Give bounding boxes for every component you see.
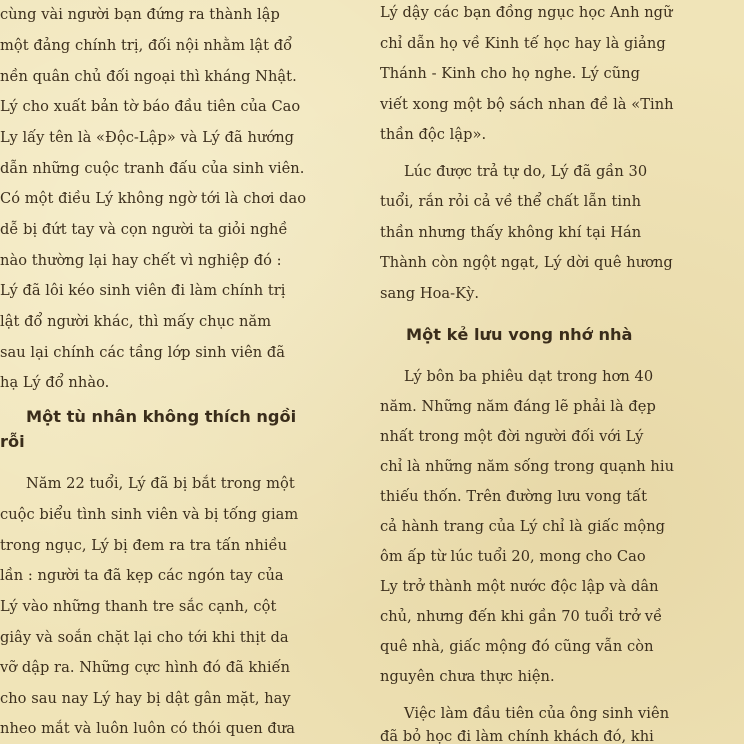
text-line: viết xong một bộ sách nhan đề là «Tinh: [380, 96, 674, 113]
text-line: Lý đã lôi kéo sinh viên đi làm chính trị: [0, 282, 286, 299]
text-line: Lý cho xuất bản tờ báo đầu tiên của Cao: [0, 98, 301, 115]
text-line: ôm ấp từ lúc tuổi 20, mong cho Cao: [380, 548, 646, 565]
text-line: cho sau nay Lý hay bị dật gân mặt, hay: [0, 690, 291, 707]
text-line: Việc làm đầu tiên của ông sinh viên: [404, 705, 670, 722]
text-line: Ly trở thành một nước độc lập và dân: [380, 578, 659, 595]
text-line: Lý dậy các bạn đồng ngục học Anh ngữ: [380, 4, 673, 21]
text-line: cả hành trang của Lý chỉ là giấc mộng: [380, 518, 666, 535]
text-line: sang Hoa-Kỳ.: [380, 285, 480, 302]
text-line: giây và soắn chặt lại cho tới khi thịt da: [0, 629, 289, 646]
text-line: tuổi, rắn rỏi cả về thể chất lẫn tinh: [380, 193, 642, 210]
text-line: Có một điều Lý không ngờ tới là chơi dao: [0, 190, 307, 207]
text-line: nheo mắt và luôn luôn có thói quen đưa: [0, 720, 295, 737]
section-heading: rỗi: [0, 432, 25, 451]
text-line: nền quân chủ đối ngoại thì kháng Nhật.: [0, 68, 297, 85]
text-line: dễ bị đứt tay và cọn người ta giỏi nghề: [0, 221, 288, 238]
text-line: cuộc biểu tình sinh viên và bị tống giam: [0, 506, 299, 523]
text-line: lần : người ta đã kẹp các ngón tay của: [0, 567, 284, 584]
text-line: thần nhưng thấy không khí tại Hán: [380, 224, 642, 241]
text-line: trong ngục, Lý bị đem ra tra tấn nhiều: [0, 537, 288, 554]
text-line: Thành còn ngột ngạt, Lý dời quê hương: [380, 254, 673, 271]
text-line: Lúc được trả tự do, Lý đã gần 30: [404, 163, 648, 180]
section-heading: Một tù nhân không thích ngồi: [26, 407, 297, 426]
text-line: nào thường lại hay chết vì nghiệp đó :: [0, 252, 282, 269]
text-line: đã bỏ học đi làm chính khách đó, khi: [380, 728, 654, 744]
text-line: nhất trong một đời người đối với Lý: [380, 428, 644, 445]
text-line: thiếu thốn. Trên đường lưu vong tất: [380, 488, 648, 505]
text-line: chủ, nhưng đến khi gần 70 tuổi trở về: [380, 608, 663, 625]
text-line: một đảng chính trị, đối nội nhằm lật đổ: [0, 37, 293, 54]
text-line: dẫn những cuộc tranh đấu của sinh viên.: [0, 160, 305, 177]
text-line: nguyên chưa thực hiện.: [380, 668, 555, 685]
text-line: hạ Lý đổ nhào.: [0, 374, 110, 391]
text-line: thần độc lập».: [380, 126, 487, 143]
text-line: quê nhà, giấc mộng đó cũng vẫn còn: [380, 638, 654, 655]
text-line: năm. Những năm đáng lẽ phải là đẹp: [380, 398, 656, 415]
text-line: Năm 22 tuổi, Lý đã bị bắt trong một: [26, 475, 295, 492]
section-heading: Một kẻ lưu vong nhớ nhà: [406, 325, 633, 344]
text-line: chỉ dẫn họ về Kinh tế học hay là giảng: [380, 35, 666, 52]
text-line: vỡ dập ra. Những cực hình đó đã khiến: [0, 659, 291, 676]
text-line: lật đổ người khác, thì mấy chục năm: [0, 313, 272, 330]
text-line: chỉ là những năm sống trong quạnh hiu: [380, 458, 675, 475]
text-line: cùng vài người bạn đứng ra thành lập: [0, 6, 280, 23]
text-line: Thánh - Kinh cho họ nghe. Lý cũng: [380, 65, 641, 82]
text-line: Lý bôn ba phiêu dạt trong hơn 40: [404, 368, 654, 385]
text-line: Ly lấy tên là «Độc-Lập» và Lý đã hướng: [0, 129, 295, 146]
text-line: sau lại chính các tầng lớp sinh viên đã: [0, 344, 286, 361]
text-line: Lý vào những thanh tre sắc cạnh, cột: [0, 598, 277, 615]
